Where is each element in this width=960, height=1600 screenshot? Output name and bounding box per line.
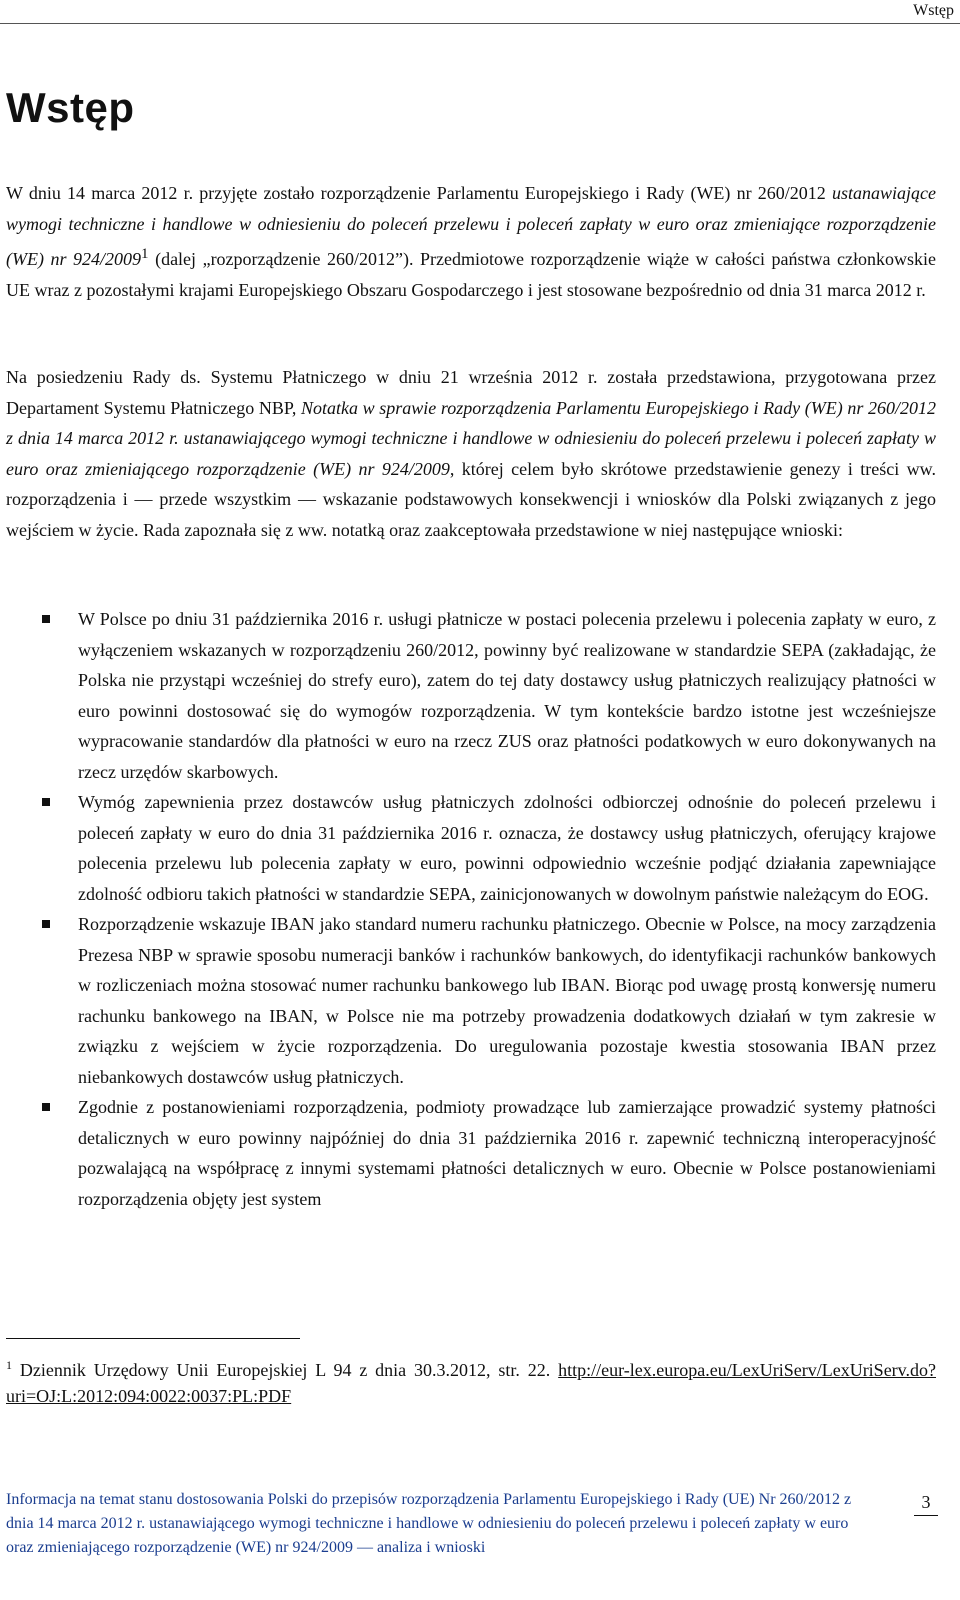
regulation-title-italic: ustanawiające wymogi techniczne i handlowe w odniesieniu do poleceń przelewu i poleceń zapłaty w euro oraz zmieniające rozporządzenie (WE) nr 924/2009 <box>6 183 936 269</box>
running-header-title: Wstęp <box>913 2 954 19</box>
list-item <box>6 1092 936 1214</box>
list-item-text: Rozporządzenie wskazuje IBAN jako standard numeru rachunku płatniczego. Obecnie w Polsce, na mocy zarządzenia Prezesa NBP w sprawie sposobu numeracji banków i rachunków bankowych, do identyfikacji rachunków bankowych w rozliczeniach można stosować numer rachunku bankowego lub IBAN. Biorąc pod uwagę prostą konwersję numeru rachunku bankowego na IBAN, w Polsce nie ma potrzeby prowadzenia dodatkowych działań w tym zakresie w związku z wejściem w życie rozporządzenia. Do uregulowania pozostaje kwestia stosowania IBAN przez niebankowych dostawców usług płatniczych. <box>78 914 936 1087</box>
square-bullet-icon <box>42 1103 50 1111</box>
running-header <box>0 0 960 24</box>
list-item <box>6 909 936 1092</box>
intro-text-1: W dniu 14 marca 2012 r. przyjęte zostało rozporządzenie Parlamentu Europejskiego i Rady (WE) nr 260/2012 <box>6 183 832 203</box>
footnote-link[interactable]: http://eur-lex.europa.eu/LexUriServ/LexUriServ.do?uri=OJ:L:2012:094:0022:0037:PL:PDF <box>6 1360 936 1406</box>
list-item-text: W Polsce po dniu 31 października 2016 r. usługi płatnicze w postaci polecenia przelewu i polecenia zapłaty w euro, z wyłączeniem wskazanych w rozporządzeniu 260/2012, powinny być realizowane w standardzie SEPA (zakładając, że Polska nie przystąpi wcześniej do strefy euro), zatem do tej daty dostawcy usług płatniczych realizujący płatności w euro powinni dostosować się do wymogów rozporządzenia. W tym kontekście bardzo istotne jest wcześniejsze wypracowanie standardów dla płatności w euro na rzecz ZUS oraz płatności podatkowych w euro dokonywanych na rzecz urzędów skarbowych. <box>78 609 936 782</box>
council-text-2: , której celem było skrótowe przedstawienie genezy i treści ww. rozporządzenia i — przede wszystkim — wskazanie podstawowych konsekwencji i wniosków dla Polski związanych z jego wejściem w życie. Rada zapoznała się z ww. notatką oraz zaakceptowała przedstawione w niej następujące wnioski: <box>6 458 936 540</box>
footnote-number: 1 <box>6 1358 12 1372</box>
page-number: 3 <box>914 1492 938 1516</box>
council-paragraph <box>6 362 936 545</box>
note-title-italic: Notatka w sprawie rozporządzenia Parlamentu Europejskiego i Rady (WE) nr 260/2012 z dnia 14 marca 2012 r. ustanawiającego wymogi techniczne i handlowe w odniesieniu do poleceń przelewu i poleceń zapłaty w euro oraz zmieniającego rozporządzenie (WE) nr 924/2009 <box>6 397 937 479</box>
list-item <box>6 787 936 909</box>
council-text-1: Na posiedzeniu Rady ds. Systemu Płatniczego w dniu 21 września 2012 r. została przedstawiona, przygotowana przez Departament Systemu Płatniczego NBP, <box>6 367 936 418</box>
list-item <box>6 604 936 787</box>
page-footer: Informacja na temat stanu dostosowania Polski do przepisów rozporządzenia Parlamentu Europejskiego i Rady (UE) Nr 260/2012 z dnia 14 marca 2012 r. ustanawiającego wymogi techniczne i handlowe w odniesieniu do poleceń przelewu i poleceń zapłaty w euro oraz zmieniającego rozporządzenie (WE) nr 924/2009 — analiza i wnioski <box>6 1491 852 1556</box>
footnote-reference[interactable]: 1 <box>141 246 149 262</box>
list-item-text: Zgodnie z postanowieniami rozporządzenia, podmioty prowadzące lub zamierzające prowadzić systemy płatności detalicznych w euro powinny najpóźniej do dnia 31 października 2016 r. zapewnić techniczną interoperacyjność pozwalającą na współpracę z innymi systemami płatności detalicznych w euro. Obecnie w Polsce postanowieniami rozporządzenia objęty jest system <box>78 1097 936 1209</box>
intro-paragraph <box>6 178 936 305</box>
footnote <box>6 1352 936 1409</box>
footnote-divider <box>6 1338 300 1339</box>
square-bullet-icon <box>42 920 50 928</box>
square-bullet-icon <box>42 798 50 806</box>
footnote-text: Dziennik Urzędowy Unii Europejskiej L 94 z dnia 30.3.2012, str. 22. <box>12 1360 559 1380</box>
conclusions-list <box>6 604 936 1214</box>
page-title: Wstęp <box>6 84 135 131</box>
square-bullet-icon <box>42 615 50 623</box>
list-item-text: Wymóg zapewnienia przez dostawców usług płatniczych zdolności odbiorczej odnośnie do poleceń przelewu i poleceń zapłaty w euro do dnia 31 października 2016 r. oznacza, że dostawcy usług płatniczych, oferujący krajowe polecenia przelewu lub polecenia zapłaty w euro, powinni odpowiednio wcześnie podjąć działania zapewniające zdolność odbioru takich płatności w standardzie SEPA, zainicjonowanych w dowolnym państwie należącym do EOG. <box>78 792 936 904</box>
intro-text-2: (dalej „rozporządzenie 260/2012”). Przedmiotowe rozporządzenie wiąże w całości państwa członkowskie UE wraz z pozostałymi krajami Europejskiego Obszaru Gospodarczego i jest stosowane bezpośrednio od dnia 31 marca 2012 r. <box>6 249 937 300</box>
